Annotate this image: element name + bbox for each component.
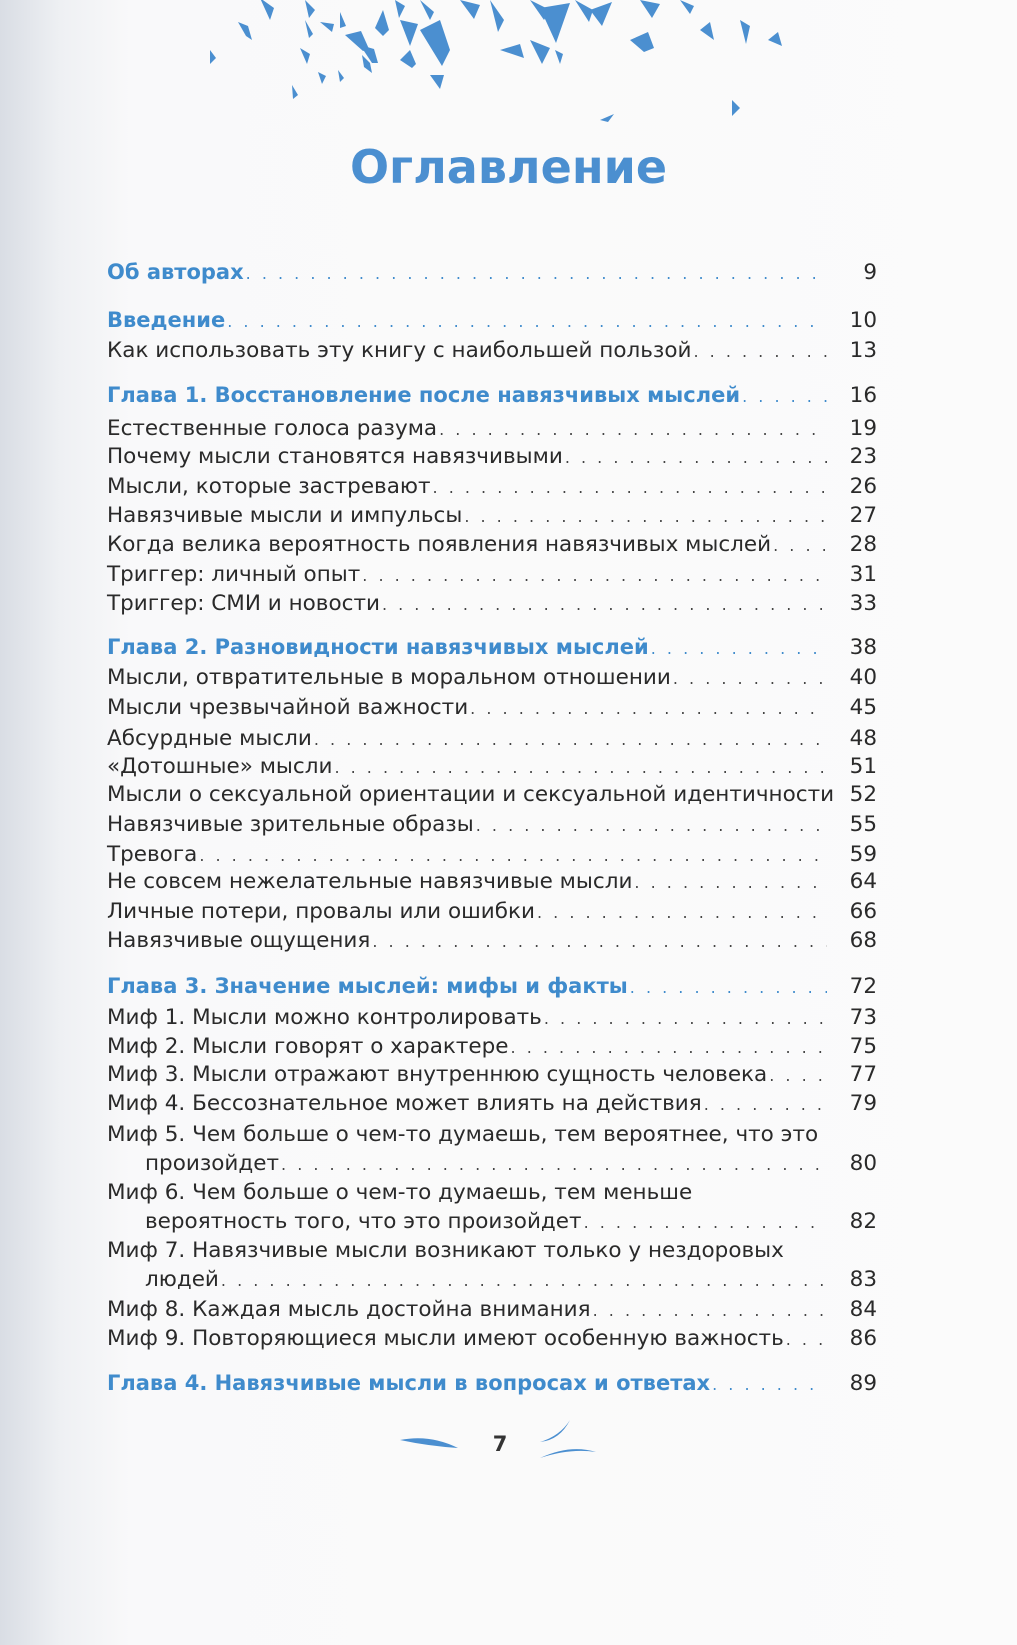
toc-page-number: 79 <box>849 1091 877 1116</box>
toc-entry <box>107 1004 877 1032</box>
dot-leader <box>742 383 827 411</box>
toc-page-number: 77 <box>849 1062 877 1087</box>
toc-entry-title: Триггер: личный опыт <box>107 562 361 587</box>
toc-entry <box>107 337 877 365</box>
dot-leader <box>537 899 827 927</box>
toc-chapter-entry <box>107 306 877 334</box>
toc-entry-title: Естественные голоса разума <box>107 416 438 441</box>
toc-entry-title: Миф 8. Каждая мысль достойна внимания <box>107 1297 591 1322</box>
toc-entry <box>107 473 877 501</box>
dot-leader <box>227 308 827 336</box>
toc-page-number: 27 <box>849 503 877 528</box>
dot-leader <box>314 726 827 754</box>
dot-leader <box>382 591 827 619</box>
toc-page-number: 59 <box>849 842 877 867</box>
dot-leader <box>246 260 827 288</box>
toc-page-number: 64 <box>849 869 877 894</box>
toc-entry-title: Навязчивые ощущения <box>107 928 371 953</box>
toc-entry-title: «Дотошные» мысли <box>107 754 333 779</box>
toc-entry <box>107 811 877 839</box>
toc-entry <box>107 868 877 896</box>
toc-entry <box>107 725 877 753</box>
toc-entry-title: Навязчивые зрительные образы <box>107 812 474 837</box>
toc-page-number: 23 <box>849 444 877 469</box>
toc-entry-title: Как использовать эту книгу с наибольшей пользой <box>107 338 692 363</box>
dot-leader <box>334 754 827 782</box>
toc-entry <box>107 898 877 926</box>
toc-page-number: 52 <box>849 782 877 807</box>
toc-page-number: 89 <box>849 1371 877 1396</box>
toc-entry-title: Глава 3. Значение мыслей: мифы и факты <box>107 974 628 998</box>
toc-page-number: 66 <box>849 899 877 924</box>
dot-leader <box>464 503 827 531</box>
toc-page-number: 19 <box>849 416 877 441</box>
toc-entry <box>107 694 877 722</box>
toc-page-number: 83 <box>849 1267 877 1292</box>
dot-leader <box>511 1034 827 1062</box>
toc-chapter-entry <box>107 633 877 661</box>
dot-leader <box>199 842 827 870</box>
toc-entry <box>107 753 877 781</box>
toc-page-number: 38 <box>849 635 877 660</box>
toc-page-number: 86 <box>849 1326 877 1351</box>
dot-leader <box>693 338 827 366</box>
toc-entry-title: людей <box>145 1267 219 1292</box>
toc-page-number: 55 <box>849 812 877 837</box>
toc-page-number: 82 <box>849 1209 877 1234</box>
toc-page-number: 73 <box>849 1005 877 1030</box>
toc-entry <box>107 590 877 618</box>
toc-entry-title: вероятность того, что это произойдет <box>145 1209 582 1234</box>
toc-page-number: 40 <box>849 665 877 690</box>
toc-entry <box>107 415 877 443</box>
toc-entry-title: Когда велика вероятность появления навязчивых мыслей <box>107 532 772 557</box>
toc-entry <box>107 781 877 809</box>
toc-entry-first-line: Миф 6. Чем больше о чем-то думаешь, тем меньше <box>107 1180 693 1205</box>
dot-leader <box>544 1005 827 1033</box>
toc-entry-title: Навязчивые мысли и импульсы <box>107 503 463 528</box>
toc-chapter-entry <box>107 258 877 286</box>
toc-entry-title: Миф 2. Мысли говорят о характере <box>107 1034 509 1059</box>
dot-leader <box>773 532 827 560</box>
dot-leader <box>704 1091 827 1119</box>
toc-page-number: 10 <box>849 308 877 333</box>
dot-leader <box>769 1062 827 1090</box>
toc-page-number: 28 <box>849 532 877 557</box>
dot-leader <box>565 444 827 472</box>
toc-entry <box>107 927 877 955</box>
toc-entry <box>107 1266 877 1294</box>
dot-leader <box>433 474 827 502</box>
toc-entry <box>107 1296 877 1324</box>
toc-entry <box>107 841 877 869</box>
toc-entry-title: Глава 1. Восстановление после навязчивых мыслей <box>107 383 741 407</box>
dot-leader <box>372 928 827 956</box>
toc-page-number: 80 <box>849 1151 877 1176</box>
toc-entry <box>107 1090 877 1118</box>
toc-page-number: 68 <box>849 928 877 953</box>
toc-page-number: 48 <box>849 726 877 751</box>
toc-entry-title: Миф 1. Мысли можно контролировать <box>107 1005 542 1030</box>
toc-chapter-entry <box>107 381 877 409</box>
dot-leader <box>439 416 827 444</box>
dot-leader <box>634 869 827 897</box>
page-title: Оглавление <box>349 140 668 194</box>
toc-entry-title: Почему мысли становятся навязчивыми <box>107 444 563 469</box>
toc-entry <box>107 531 877 559</box>
toc-entry <box>107 1033 877 1061</box>
toc-entry <box>107 1150 877 1178</box>
dot-leader <box>476 812 827 840</box>
toc-page-number: 9 <box>863 260 877 285</box>
toc-chapter-entry <box>107 1369 877 1397</box>
toc-entry <box>107 1208 877 1236</box>
dot-leader <box>362 562 827 590</box>
toc-entry <box>107 664 877 692</box>
page-number: 7 <box>492 1432 508 1456</box>
toc-entry-title: Мысли чрезвычайной важности <box>107 695 469 720</box>
toc-chapter-entry <box>107 972 877 1000</box>
toc-entry-title: Миф 4. Бессознательное может влиять на действия <box>107 1091 702 1116</box>
dot-leader <box>470 695 827 723</box>
toc-entry-first-line: Миф 5. Чем больше о чем-то думаешь, тем вероятнее, что это <box>107 1122 819 1147</box>
toc-entry-title: Тревога <box>107 842 198 867</box>
toc-entry-title: Мысли, которые застревают <box>107 474 431 499</box>
toc-page-number: 84 <box>849 1297 877 1322</box>
toc-entry-title: Мысли о сексуальной ориентации и сексуальной идентичности <box>107 782 835 807</box>
toc-entry <box>107 1325 877 1353</box>
toc-entry-title: Введение <box>107 308 226 332</box>
toc-page-number: 33 <box>849 591 877 616</box>
toc-entry-title: Мысли, отвратительные в моральном отношении <box>107 665 671 690</box>
toc-entry-title: Миф 9. Повторяющиеся мысли имеют особенную важность <box>107 1326 784 1351</box>
toc-entry <box>107 443 877 471</box>
toc-entry-title: произойдет <box>145 1151 280 1176</box>
toc-entry-title: Об авторах <box>107 260 244 284</box>
toc-entry <box>107 561 877 589</box>
toc-entry <box>107 1061 877 1089</box>
dot-leader <box>281 1151 827 1179</box>
toc-entry-first-line: Миф 7. Навязчивые мысли возникают только у нездоровых <box>107 1238 784 1263</box>
toc-page-number: 16 <box>849 383 877 408</box>
toc-entry-title: Глава 2. Разновидности навязчивых мыслей <box>107 635 649 659</box>
toc-page-number: 75 <box>849 1034 877 1059</box>
dot-leader <box>221 1267 827 1295</box>
toc-page-number: 13 <box>849 338 877 363</box>
toc-entry-title: Не совсем нежелательные навязчивые мысли <box>107 869 633 894</box>
toc-entry-title: Глава 4. Навязчивые мысли в вопросах и ответах <box>107 1371 711 1395</box>
toc-entry-title: Личные потери, провалы или ошибки <box>107 899 535 924</box>
toc-entry-title: Миф 3. Мысли отражают внутреннюю сущность человека <box>107 1062 768 1087</box>
toc-page-number: 72 <box>849 974 877 999</box>
dot-leader <box>584 1209 827 1237</box>
toc-entry-title: Триггер: СМИ и новости <box>107 591 380 616</box>
dot-leader <box>630 974 827 1002</box>
toc-page-number: 51 <box>849 754 877 779</box>
dot-leader <box>593 1297 827 1325</box>
toc-entry-title: Абсурдные мысли <box>107 726 312 751</box>
toc-page-number: 31 <box>849 562 877 587</box>
dot-leader <box>651 635 827 663</box>
dot-leader <box>786 1326 827 1354</box>
dot-leader <box>673 665 827 693</box>
toc-entry <box>107 502 877 530</box>
toc-page-number: 45 <box>849 695 877 720</box>
toc-page-number: 26 <box>849 474 877 499</box>
dot-leader <box>712 1371 827 1399</box>
